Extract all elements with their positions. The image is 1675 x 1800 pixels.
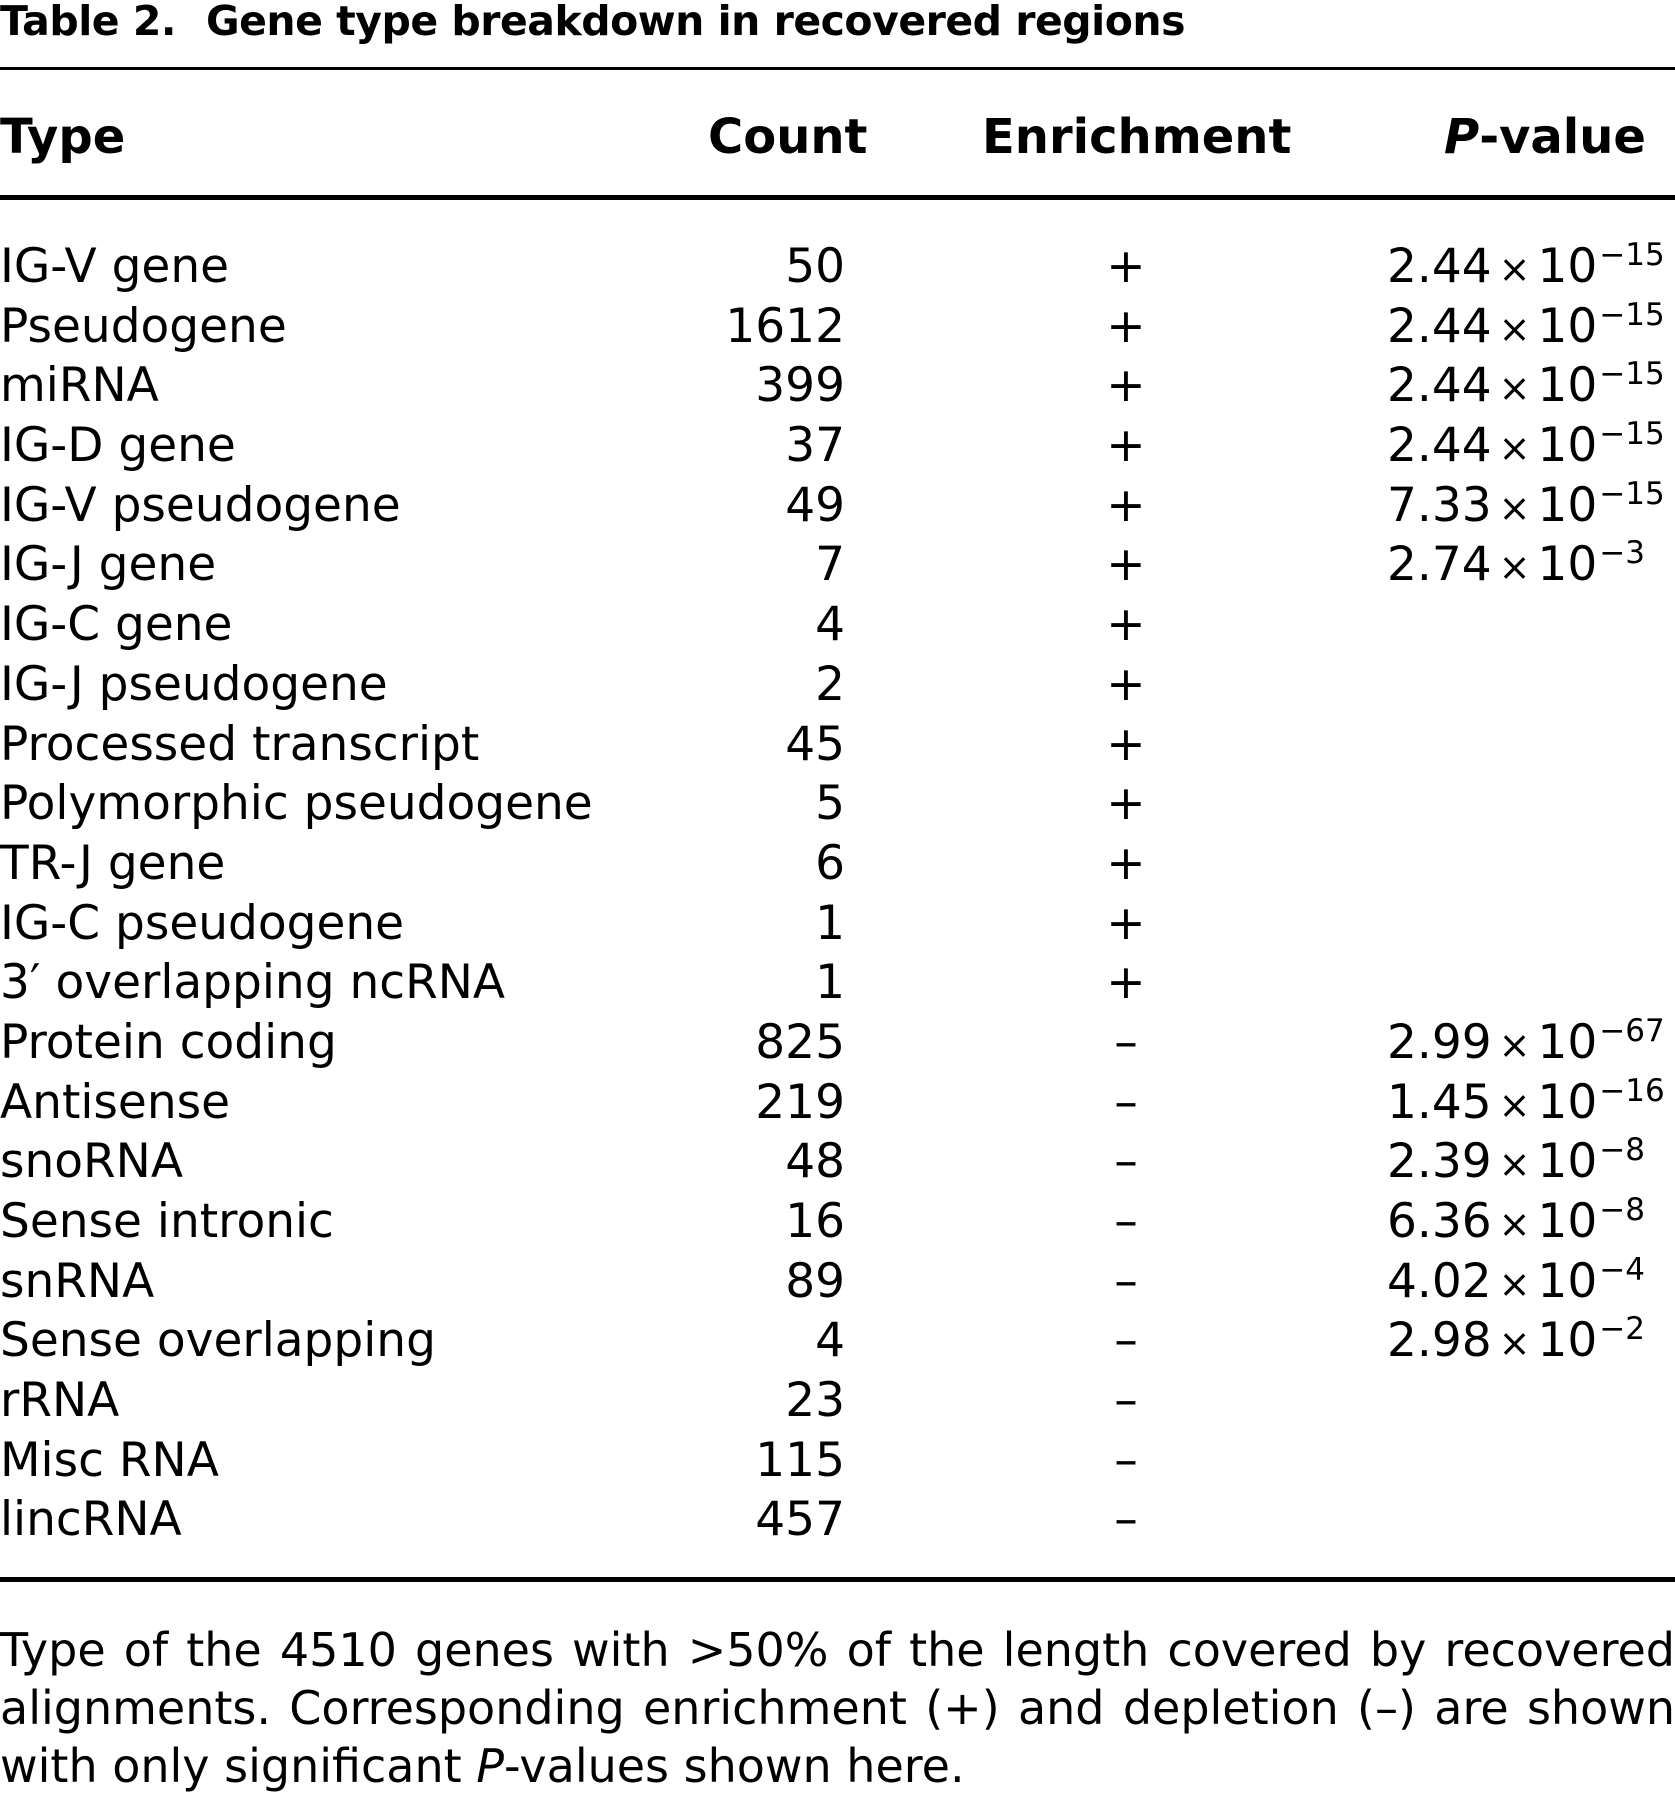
pvalue-mantissa: 4.02 [1387,1253,1492,1309]
cell-count: 7 [815,537,845,593]
cell-type: Processed transcript [0,716,480,772]
pvalue-mantissa: 1.45 [1387,1074,1492,1130]
table-body [0,237,1675,1550]
bottom-rule [0,1577,1675,1582]
pvalue-exponent: −16 [1599,1072,1665,1109]
footnote-text-1: Type of the 4510 genes with >50% of the length covered by recovered alignments. Corresponding enrichment (+) and depletion (–) are shown with only significant [0,1623,1675,1793]
cell-pvalue [1387,1073,1665,1133]
cell-type: TR-J gene [0,835,226,891]
cell-count: 23 [785,1373,845,1429]
cell-type: miRNA [0,358,159,414]
column-header-enrichment: Enrichment [982,109,1292,165]
table-row [0,953,1675,1013]
pvalue-mantissa: 2.44 [1387,418,1492,474]
cell-enrichment: + [1106,656,1146,712]
pvalue-exponent: −15 [1599,356,1665,393]
cell-type: Protein coding [0,1014,337,1070]
pvalue-mantissa: 7.33 [1387,477,1492,533]
cell-pvalue [1387,1311,1645,1371]
cell-enrichment: – [1114,1373,1138,1429]
times-sign: × [1498,426,1531,471]
cell-enrichment: + [1106,895,1146,951]
table-row [0,297,1675,357]
pvalue-exponent: −15 [1599,416,1665,453]
table-row [0,834,1675,894]
cell-type: IG-C pseudogene [0,895,405,951]
cell-enrichment: + [1106,298,1146,354]
cell-count: 115 [755,1432,845,1488]
pvalue-header-rest: -value [1479,109,1646,165]
pvalue-base: 10 [1537,298,1598,354]
pvalue-base: 10 [1537,537,1598,593]
table-caption: Gene type breakdown in recovered regions [205,0,1185,45]
cell-pvalue [1387,1132,1645,1192]
pvalue-mantissa: 2.44 [1387,358,1492,414]
cell-type: Sense intronic [0,1194,334,1249]
cell-enrichment: – [1114,1492,1138,1548]
column-header-type: Type [0,109,126,165]
table-row [0,1490,1675,1550]
cell-count: 45 [785,716,845,772]
cell-enrichment: + [1106,537,1146,593]
cell-enrichment: + [1106,955,1146,1011]
pvalue-base: 10 [1537,1253,1598,1309]
cell-type: IG-C gene [0,597,233,653]
times-sign: × [1498,1261,1531,1306]
cell-count: 37 [785,418,845,474]
cell-pvalue [1387,535,1645,595]
cell-count: 825 [755,1014,845,1070]
pvalue-exponent: −67 [1599,1012,1665,1049]
table-row [0,535,1675,595]
top-rule [0,67,1675,70]
table-row [0,595,1675,655]
cell-type: Sense overlapping [0,1313,436,1369]
cell-count: 457 [755,1492,845,1548]
cell-type: Antisense [0,1074,231,1130]
cell-enrichment: + [1106,477,1146,533]
pvalue-base: 10 [1537,1313,1598,1369]
table-footnote [0,1621,1675,1795]
table-row [0,1431,1675,1491]
cell-type: snoRNA [0,1134,183,1190]
cell-type: IG-D gene [0,418,236,474]
cell-type: IG-J gene [0,537,217,593]
cell-type: Pseudogene [0,298,287,354]
cell-enrichment: + [1106,716,1146,772]
cell-count: 1 [815,895,845,951]
cell-type: snRNA [0,1253,155,1309]
pvalue-exponent: −15 [1599,296,1665,333]
times-sign: × [1498,247,1531,291]
times-sign: × [1498,545,1531,590]
cell-count: 1 [815,955,845,1011]
pvalue-mantissa: 2.39 [1387,1134,1492,1190]
pvalue-base: 10 [1537,418,1598,474]
cell-count: 2 [815,656,845,712]
pvalue-exponent: −15 [1599,237,1665,273]
times-sign: × [1498,366,1531,411]
cell-enrichment: + [1106,597,1146,653]
pvalue-base: 10 [1537,1134,1598,1190]
cell-pvalue [1387,1252,1645,1312]
pvalue-mantissa: 2.98 [1387,1313,1492,1369]
header-rule [0,195,1675,200]
pvalue-base: 10 [1537,358,1598,414]
cell-enrichment: – [1114,1253,1138,1309]
pvalue-exponent: −3 [1599,535,1646,572]
footnote-italic-p: P [476,1739,505,1793]
cell-count: 16 [785,1194,845,1249]
times-sign: × [1498,306,1531,351]
cell-type: lincRNA [0,1492,182,1548]
column-header-count: Count [708,109,868,165]
pvalue-base: 10 [1537,1014,1598,1070]
table-label: Table 2. [0,0,176,45]
cell-pvalue [1387,1192,1645,1252]
times-sign: × [1498,1321,1531,1366]
cell-count: 50 [785,239,845,294]
times-sign: × [1498,1082,1531,1127]
times-sign: × [1498,1142,1531,1187]
pvalue-exponent: −2 [1599,1311,1646,1348]
cell-enrichment: – [1114,1074,1138,1130]
cell-type: Misc RNA [0,1432,219,1488]
cell-enrichment: + [1106,358,1146,414]
pvalue-mantissa: 2.44 [1387,298,1492,354]
pvalue-header-italic: P [1444,109,1480,165]
cell-type: rRNA [0,1373,120,1429]
pvalue-mantissa: 2.74 [1387,537,1492,593]
cell-type: 3′ overlapping ncRNA [0,955,506,1011]
table-row [0,774,1675,834]
cell-count: 4 [815,1313,845,1369]
table-row [0,1311,1675,1371]
table-row [0,237,1675,297]
pvalue-exponent: −4 [1599,1251,1646,1288]
cell-enrichment: – [1114,1432,1138,1488]
cell-type: Polymorphic pseudogene [0,776,593,832]
table-row [0,715,1675,775]
table-row [0,1013,1675,1073]
pvalue-base: 10 [1537,239,1598,294]
table-row [0,1073,1675,1133]
cell-pvalue [1387,297,1665,357]
pvalue-base: 10 [1537,1074,1598,1130]
pvalue-base: 10 [1537,1194,1598,1249]
footnote-text-2: -values shown here. [504,1739,965,1793]
cell-type: IG-V pseudogene [0,477,401,533]
cell-type: IG-J pseudogene [0,656,388,712]
cell-pvalue [1387,356,1665,416]
pvalue-exponent: −8 [1599,1132,1646,1169]
cell-enrichment: + [1106,835,1146,891]
table-row [0,1192,1675,1252]
cell-count: 89 [785,1253,845,1309]
table-row [0,1371,1675,1431]
cell-enrichment: + [1106,239,1146,294]
table-row [0,416,1675,476]
cell-count: 1612 [725,298,845,354]
table-row [0,894,1675,954]
cell-enrichment: – [1114,1313,1138,1369]
cell-pvalue [1387,1013,1665,1073]
cell-enrichment: – [1114,1014,1138,1070]
times-sign: × [1498,1022,1531,1067]
table-row [0,1132,1675,1192]
cell-enrichment: + [1106,776,1146,832]
pvalue-exponent: −8 [1599,1192,1646,1228]
cell-enrichment: – [1114,1194,1138,1249]
cell-count: 5 [815,776,845,832]
cell-enrichment: – [1114,1134,1138,1190]
pvalue-mantissa: 6.36 [1387,1194,1492,1249]
table-row [0,655,1675,715]
times-sign: × [1498,1202,1531,1246]
cell-count: 49 [785,477,845,533]
table-row [0,1252,1675,1312]
table-row [0,476,1675,536]
table-title [0,0,1185,46]
cell-count: 399 [755,358,845,414]
cell-pvalue [1387,416,1665,476]
cell-count: 219 [755,1074,845,1130]
cell-count: 48 [785,1134,845,1190]
cell-enrichment: + [1106,418,1146,474]
times-sign: × [1498,485,1531,530]
column-header-pvalue [1444,109,1646,165]
cell-pvalue [1387,476,1665,536]
cell-pvalue [1387,237,1665,297]
cell-count: 6 [815,835,845,891]
pvalue-base: 10 [1537,477,1598,533]
pvalue-mantissa: 2.44 [1387,239,1492,294]
pvalue-exponent: −15 [1599,475,1665,512]
cell-count: 4 [815,597,845,653]
cell-type: IG-V gene [0,239,230,294]
table-row [0,356,1675,416]
pvalue-mantissa: 2.99 [1387,1014,1492,1070]
